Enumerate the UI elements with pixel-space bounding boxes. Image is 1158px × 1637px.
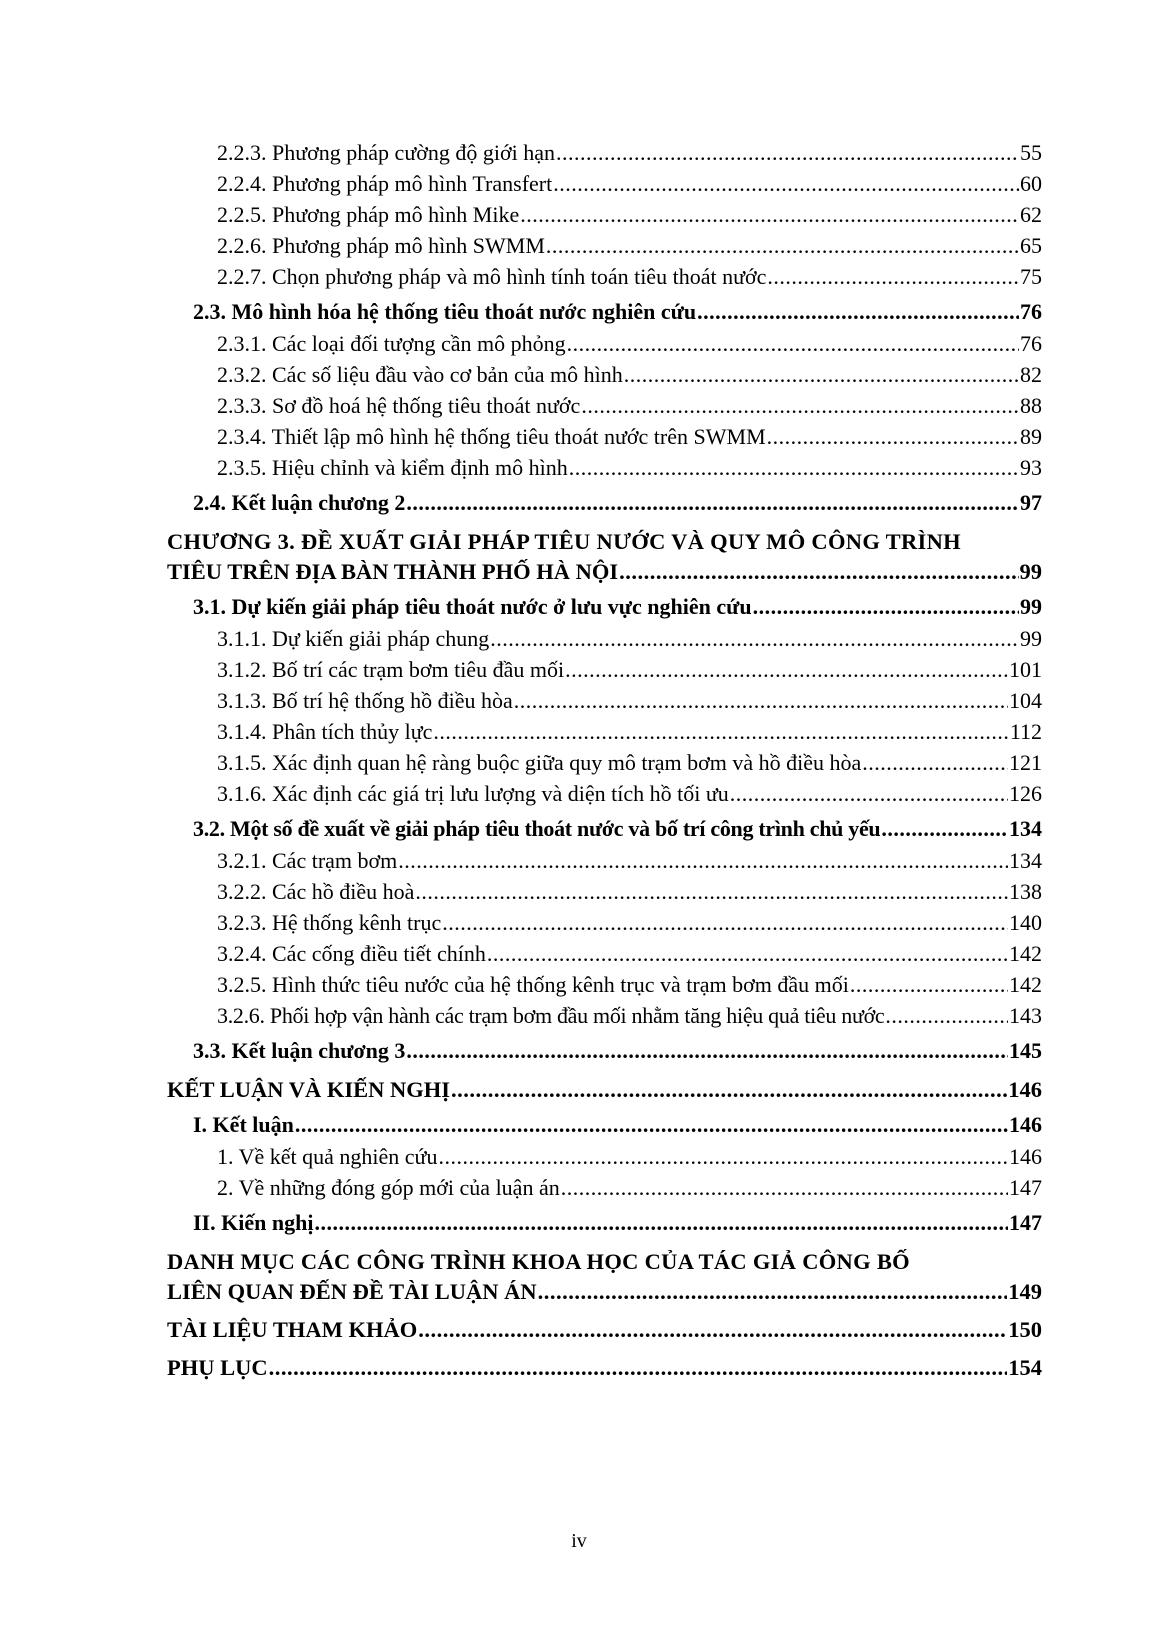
toc-page-number: 55 bbox=[1020, 140, 1042, 165]
toc-entry-title: PHỤ LỤC bbox=[167, 1355, 268, 1380]
toc-page-number: 146 bbox=[1009, 1112, 1042, 1137]
toc-entry[interactable] bbox=[167, 747, 1042, 778]
toc-entry-title: 2. Về những đóng góp mới của luận án bbox=[217, 1175, 560, 1200]
toc-page-number: 97 bbox=[1020, 490, 1042, 515]
toc-entry[interactable] bbox=[167, 1141, 1042, 1172]
toc-entry-title: 3.1. Dự kiến giải pháp tiêu thoát nước ở lưu vực nghiên cứu bbox=[193, 594, 752, 619]
toc-entry[interactable] bbox=[167, 845, 1042, 876]
toc-entry[interactable] bbox=[167, 137, 1042, 168]
toc-page-number: 146 bbox=[1008, 1077, 1042, 1102]
toc-entry-title: TÀI LIỆU THAM KHẢO bbox=[167, 1317, 418, 1342]
toc-page-number: 89 bbox=[1020, 424, 1042, 449]
toc-leader-dots bbox=[538, 1277, 1008, 1307]
toc-leader-dots bbox=[753, 590, 1019, 623]
toc-entry[interactable] bbox=[167, 261, 1042, 292]
toc-page-number: 99 bbox=[1020, 626, 1042, 651]
toc-leader-dots bbox=[885, 1000, 1008, 1031]
toc-entry-title: 2.2.3. Phương pháp cường độ giới hạn bbox=[217, 140, 556, 165]
toc-page-number: 65 bbox=[1020, 233, 1042, 258]
toc-entry-title: 3.1.4. Phân tích thủy lực bbox=[217, 719, 433, 744]
toc-page-number: 104 bbox=[1009, 688, 1042, 713]
toc-entry[interactable] bbox=[167, 654, 1042, 685]
toc-entry-title: KẾT LUẬN VÀ KIẾN NGHỊ bbox=[167, 1077, 450, 1102]
toc-leader-dots bbox=[567, 328, 1019, 359]
toc-entry-title: 3.2.1. Các trạm bơm bbox=[217, 848, 398, 873]
toc-page-number: 126 bbox=[1009, 781, 1042, 806]
toc-section-entry[interactable] bbox=[167, 1206, 1042, 1239]
toc-section-entry[interactable] bbox=[167, 1034, 1042, 1067]
toc-page-number: 138 bbox=[1009, 879, 1042, 904]
toc-entry[interactable] bbox=[167, 168, 1042, 199]
toc-page-number: 62 bbox=[1020, 202, 1042, 227]
toc-section-entry[interactable] bbox=[167, 295, 1042, 328]
toc-entry-title: 2.3.5. Hiệu chỉnh và kiểm định mô hình bbox=[217, 455, 568, 480]
toc-chapter-title-line1: CHƯƠNG 3. ĐỀ XUẤT GIẢI PHÁP TIÊU NƯỚC VÀ QUY MÔ CÔNG TRÌNH bbox=[167, 529, 961, 554]
toc-leader-dots bbox=[581, 390, 1019, 421]
toc-page-number: 134 bbox=[1009, 816, 1042, 841]
toc-entry-title: 3.3. Kết luận chương 3 bbox=[193, 1038, 406, 1063]
toc-page-number: 76 bbox=[1020, 331, 1042, 356]
toc-chapter-title-line1: DANH MỤC CÁC CÔNG TRÌNH KHOA HỌC CỦA TÁC GIẢ CÔNG BỐ bbox=[167, 1249, 910, 1274]
toc-page-number: 60 bbox=[1020, 171, 1042, 196]
toc-entry[interactable] bbox=[167, 390, 1042, 421]
toc-section-entry[interactable] bbox=[167, 590, 1042, 623]
toc-entry-title: 3.1.1. Dự kiến giải pháp chung bbox=[217, 626, 490, 651]
page-number-footer: iv bbox=[571, 1530, 587, 1552]
toc-entry[interactable] bbox=[167, 969, 1042, 1000]
toc-entry[interactable] bbox=[167, 230, 1042, 261]
toc-leader-dots bbox=[730, 778, 1008, 809]
toc-leader-dots bbox=[569, 452, 1019, 483]
toc-page-number: 145 bbox=[1009, 1038, 1042, 1063]
toc-entry-title: 3.2.3. Hệ thống kênh trục bbox=[217, 910, 442, 935]
toc-leader-dots bbox=[418, 1315, 1007, 1345]
toc-page-number: 142 bbox=[1009, 972, 1042, 997]
toc-entry-title: 2.3.3. Sơ đồ hoá hệ thống tiêu thoát nước bbox=[217, 393, 581, 418]
toc-leader-dots bbox=[881, 812, 1008, 845]
toc-entry[interactable] bbox=[167, 199, 1042, 230]
toc-leader-dots bbox=[406, 1034, 1008, 1067]
toc-page-number: 121 bbox=[1009, 750, 1042, 775]
toc-entry-title: II. Kiến nghị bbox=[193, 1210, 314, 1235]
toc-entry[interactable] bbox=[167, 1172, 1042, 1203]
toc-chapter-entry[interactable] bbox=[167, 1315, 1042, 1345]
toc-leader-dots bbox=[624, 359, 1019, 390]
toc-entry[interactable] bbox=[167, 1000, 1042, 1031]
toc-leader-dots bbox=[295, 1108, 1008, 1141]
toc-page-number: 147 bbox=[1009, 1210, 1042, 1235]
toc-leader-dots bbox=[697, 295, 1019, 328]
toc-section-entry[interactable] bbox=[167, 812, 1042, 845]
toc-section-entry[interactable] bbox=[167, 486, 1042, 519]
toc-entry-title: 3.1.6. Xác định các giá trị lưu lượng và diện tích hồ tối ưu bbox=[217, 781, 729, 806]
toc-page-number: 149 bbox=[1008, 1279, 1042, 1304]
toc-entry-title: 2.4. Kết luận chương 2 bbox=[193, 490, 406, 515]
toc-leader-dots bbox=[451, 1075, 1007, 1105]
toc-page-number: 150 bbox=[1008, 1317, 1042, 1342]
toc-page-number: 112 bbox=[1009, 719, 1042, 744]
toc-leader-dots bbox=[442, 907, 1008, 938]
toc-page-number: 134 bbox=[1009, 848, 1042, 873]
toc-chapter-entry[interactable] bbox=[167, 527, 1042, 587]
toc-entry-title: 2.2.4. Phương pháp mô hình Transfert bbox=[217, 171, 553, 196]
toc-leader-dots bbox=[767, 261, 1019, 292]
toc-leader-dots bbox=[433, 716, 1008, 747]
toc-page-number: 75 bbox=[1020, 264, 1042, 289]
toc-entry[interactable] bbox=[167, 907, 1042, 938]
toc-leader-dots bbox=[514, 685, 1008, 716]
toc-leader-dots bbox=[561, 1172, 1008, 1203]
toc-entry[interactable] bbox=[167, 778, 1042, 809]
toc-leader-dots bbox=[565, 654, 1008, 685]
toc-chapter-entry[interactable] bbox=[167, 1353, 1042, 1383]
toc-leader-dots bbox=[398, 845, 1008, 876]
toc-leader-dots bbox=[415, 876, 1008, 907]
toc-leader-dots bbox=[438, 1141, 1008, 1172]
toc-leader-dots bbox=[553, 168, 1019, 199]
toc-leader-dots bbox=[520, 199, 1019, 230]
toc-entry-title: 2.3. Mô hình hóa hệ thống tiêu thoát nước nghiên cứu bbox=[193, 299, 697, 324]
toc-entry-title: 2.2.6. Phương pháp mô hình SWMM bbox=[217, 233, 545, 258]
toc-entry-title: 2.3.1. Các loại đối tượng cần mô phỏng bbox=[217, 331, 566, 356]
toc-entry[interactable] bbox=[167, 421, 1042, 452]
toc-entry-title: 2.3.2. Các số liệu đầu vào cơ bản của mô hình bbox=[217, 362, 623, 387]
toc-page-number: 154 bbox=[1008, 1355, 1042, 1380]
toc-leader-dots bbox=[850, 969, 1008, 1000]
toc-entry-title: 3.2.5. Hình thức tiêu nước của hệ thống kênh trục và trạm bơm đầu mối bbox=[217, 972, 849, 997]
toc-entry-title: 2.3.4. Thiết lập mô hình hệ thống tiêu thoát nước trên SWMM bbox=[217, 424, 766, 449]
toc-leader-dots bbox=[546, 230, 1019, 261]
toc-entry[interactable] bbox=[167, 685, 1042, 716]
toc-entry-title: 2.2.5. Phương pháp mô hình Mike bbox=[217, 202, 520, 227]
toc-leader-dots bbox=[487, 938, 1008, 969]
toc-chapter-entry[interactable] bbox=[167, 1247, 1042, 1307]
toc-leader-dots bbox=[619, 557, 1018, 587]
toc-page-number: 88 bbox=[1020, 393, 1042, 418]
toc-page-number: 147 bbox=[1009, 1175, 1042, 1200]
toc-page-number: 76 bbox=[1020, 299, 1042, 324]
toc-entry[interactable] bbox=[167, 876, 1042, 907]
toc-entry-title: I. Kết luận bbox=[193, 1112, 294, 1137]
toc-chapter-title-line2: TIÊU TRÊN ĐỊA BÀN THÀNH PHỐ HÀ NỘI bbox=[167, 559, 619, 584]
toc-leader-dots bbox=[862, 747, 1008, 778]
toc-entry[interactable] bbox=[167, 452, 1042, 483]
toc-entry-title: 3.1.3. Bố trí hệ thống hồ điều hòa bbox=[217, 688, 513, 713]
toc-page-number: 143 bbox=[1009, 1003, 1042, 1028]
toc-section-entry[interactable] bbox=[167, 1108, 1042, 1141]
toc-page-number: 142 bbox=[1009, 941, 1042, 966]
toc-entry-title: 3.2.4. Các cống điều tiết chính bbox=[217, 941, 486, 966]
toc-entry-title: 3.2.2. Các hồ điều hoà bbox=[217, 879, 415, 904]
toc-chapter-entry[interactable] bbox=[167, 1075, 1042, 1105]
toc-page-number: 140 bbox=[1009, 910, 1042, 935]
toc-entry[interactable] bbox=[167, 938, 1042, 969]
toc-page-number: 146 bbox=[1009, 1144, 1042, 1169]
toc-entry[interactable] bbox=[167, 328, 1042, 359]
toc-page-number: 101 bbox=[1009, 657, 1042, 682]
toc-entry-title: 3.1.2. Bố trí các trạm bơm tiêu đầu mối bbox=[217, 657, 565, 682]
toc-entry-title: 3.1.5. Xác định quan hệ ràng buộc giữa quy mô trạm bơm và hồ điều hòa bbox=[217, 750, 862, 775]
toc-leader-dots bbox=[314, 1206, 1008, 1239]
table-of-contents bbox=[167, 137, 1042, 1383]
toc-entry[interactable] bbox=[167, 716, 1042, 747]
toc-entry[interactable] bbox=[167, 359, 1042, 390]
toc-entry[interactable] bbox=[167, 623, 1042, 654]
toc-entry-title: 1. Về kết quả nghiên cứu bbox=[217, 1144, 438, 1169]
toc-leader-dots bbox=[269, 1353, 1008, 1383]
toc-page-number: 82 bbox=[1020, 362, 1042, 387]
toc-chapter-title-line2: LIÊN QUAN ĐẾN ĐỀ TÀI LUẬN ÁN bbox=[167, 1279, 537, 1304]
toc-page-number: 99 bbox=[1020, 594, 1042, 619]
toc-entry-title: 2.2.7. Chọn phương pháp và mô hình tính toán tiêu thoát nước bbox=[217, 264, 767, 289]
toc-entry-title: 3.2. Một số đề xuất về giải pháp tiêu thoát nước và bố trí công trình chủ yếu bbox=[193, 816, 881, 841]
toc-entry-title: 3.2.6. Phối hợp vận hành các trạm bơm đầu mối nhằm tăng hiệu quả tiêu nước bbox=[217, 1003, 885, 1028]
toc-page-number: 93 bbox=[1020, 455, 1042, 480]
toc-leader-dots bbox=[406, 486, 1019, 519]
toc-leader-dots bbox=[767, 421, 1019, 452]
toc-leader-dots bbox=[556, 137, 1019, 168]
toc-leader-dots bbox=[490, 623, 1019, 654]
toc-page-number: 99 bbox=[1019, 559, 1042, 584]
